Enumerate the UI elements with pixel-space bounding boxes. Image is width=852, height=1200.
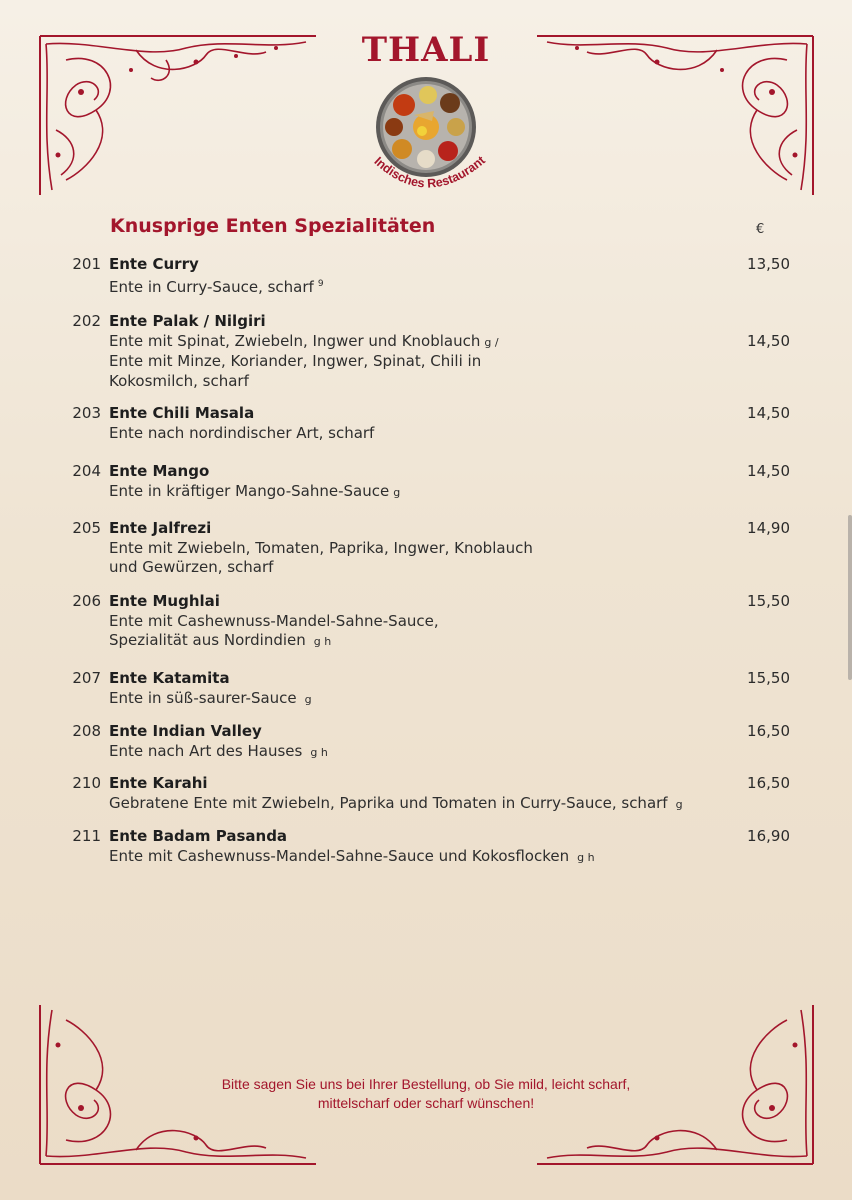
paisley-ornament-top-right (532, 30, 817, 200)
currency-label: € (756, 222, 765, 237)
spice-level-note (160, 1075, 692, 1113)
item-number: 210 (72, 774, 101, 792)
item-description: Ente in kräftiger Mango-Sahne-Sauce g (109, 481, 401, 500)
item-description: Ente mit Spinat, Zwiebeln, Ingwer und Knoblauch g / Ente mit Minze, Koriander, Ingwer, Spinat, Chili in Kokosmilch, scharf (109, 331, 499, 390)
item-name: Ente Mughlai (109, 592, 220, 610)
item-description: Ente nach Art des Hauses g h (109, 741, 328, 760)
item-price: 16,50 (747, 722, 790, 740)
item-number: 206 (72, 592, 101, 610)
item-description: Ente in Curry-Sauce, scharf $^9$ (109, 277, 324, 296)
allergen-code: g (393, 485, 401, 499)
logo-subtitle: Indisches Restaurant (371, 153, 488, 191)
item-price: 15,50 (747, 669, 790, 687)
allergen-code: g h (577, 850, 595, 864)
item-description: Ente nach nordindischer Art, scharf (109, 423, 375, 442)
logo-title: THALI (361, 30, 491, 70)
item-description: Gebratene Ente mit Zwiebeln, Paprika und Tomaten in Curry-Sauce, scharf g (109, 793, 683, 812)
scrollbar-thumb[interactable] (848, 515, 852, 680)
allergen-code: g / (484, 335, 499, 349)
item-name: Ente Palak / Nilgiri (109, 312, 266, 330)
item-price: 13,50 (747, 255, 790, 273)
allergen-code: 9 (317, 278, 324, 289)
item-price: 14,90 (747, 519, 790, 537)
item-description: Ente mit Cashewnuss-Mandel-Sahne-Sauce, Spezialität aus Nordindien g h (109, 611, 439, 649)
allergen-code: g (675, 797, 683, 811)
spice-note-line-2: mittelscharf oder scharf wünschen! (317, 1095, 535, 1111)
item-number: 204 (72, 462, 101, 480)
item-number: 202 (72, 312, 101, 330)
item-name: Ente Karahi (109, 774, 208, 792)
item-name: Ente Indian Valley (109, 722, 262, 740)
section-title: Knusprige Enten Spezialitäten (110, 215, 436, 237)
item-price: 16,90 (747, 827, 790, 845)
restaurant-logo (340, 30, 512, 205)
item-number: 211 (72, 827, 101, 845)
item-number: 208 (72, 722, 101, 740)
item-price: 14,50 (747, 332, 790, 350)
item-name: Ente Katamita (109, 669, 230, 687)
item-name: Ente Curry (109, 255, 199, 273)
item-price: 14,50 (747, 462, 790, 480)
paisley-ornament-top-left (36, 30, 321, 200)
item-number: 205 (72, 519, 101, 537)
item-description: Ente in süß-saurer-Sauce g (109, 688, 312, 707)
item-description: Ente mit Cashewnuss-Mandel-Sahne-Sauce und Kokosflocken g h (109, 846, 595, 865)
item-number: 203 (72, 404, 101, 422)
allergen-code: g (304, 692, 312, 706)
item-name: Ente Badam Pasanda (109, 827, 288, 845)
svg-text:Indisches Restaurant (371, 153, 488, 191)
item-price: 15,50 (747, 592, 790, 610)
item-name: Ente Jalfrezi (109, 519, 212, 537)
item-name: Ente Chili Masala (109, 404, 255, 422)
allergen-code: g h (310, 745, 328, 759)
item-number: 207 (72, 669, 101, 687)
spice-note-line-1: Bitte sagen Sie uns bei Ihrer Bestellung, ob Sie mild, leicht scharf, (221, 1076, 631, 1092)
item-description: Ente mit Zwiebeln, Tomaten, Paprika, Ingwer, Knoblauch und Gewürzen, scharf (109, 538, 533, 576)
item-price: 16,50 (747, 774, 790, 792)
item-number: 201 (72, 255, 101, 273)
item-name: Ente Mango (109, 462, 210, 480)
allergen-code: g h (313, 635, 332, 648)
item-price: 14,50 (747, 404, 790, 422)
logo-subtitle-arc (340, 130, 512, 205)
